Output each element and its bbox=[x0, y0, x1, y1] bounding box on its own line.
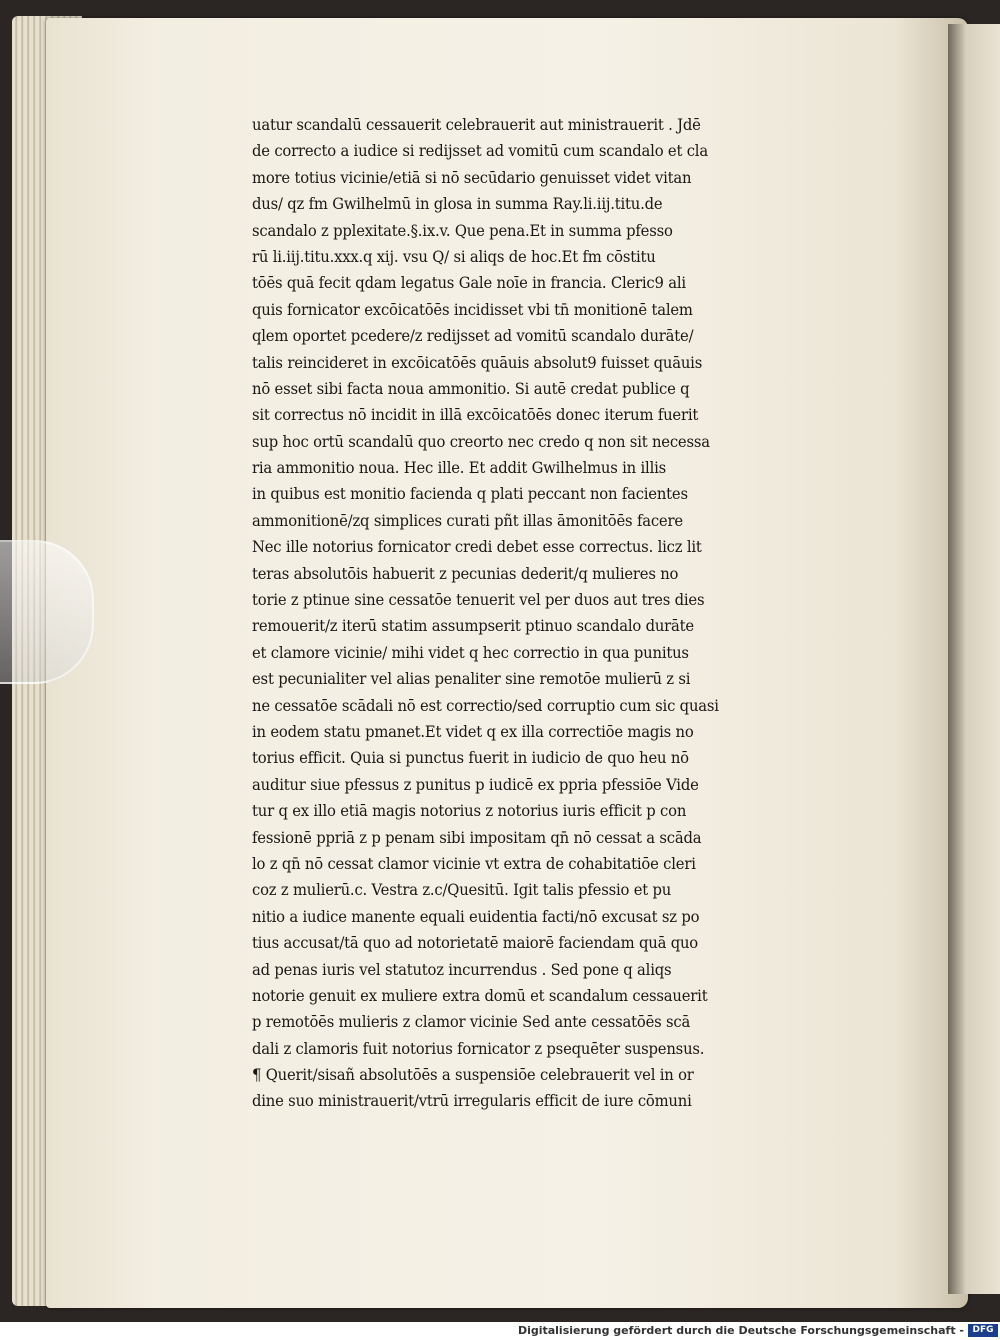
text-line: sit correctus nō incidit in illā excōicatōēs donec iterum fuerit bbox=[252, 406, 699, 425]
text-line: et clamore vicinie/ mihi videt q hec correctio in qua punitus bbox=[252, 643, 689, 662]
text-line: est pecunialiter vel alias penaliter sine remotōe mulierū z si bbox=[252, 670, 691, 689]
text-line: p remotōēs mulieris z clamor vicinie Sed ante cessatōēs scā bbox=[252, 1013, 691, 1032]
facing-page-edge bbox=[948, 24, 1000, 1294]
text-line: in quibus est monitio facienda q plati peccant non facientes bbox=[252, 485, 688, 504]
text-line: ammonitionē/zq simplices curati pñt illas āmonitōēs facere bbox=[252, 511, 683, 530]
text-line: ne cessatōe scādali nō est correctio/sed corruptio cum sic quasi bbox=[252, 696, 719, 715]
text-line: uatur scandalū cessauerit celebrauerit aut ministrauerit . Jdē bbox=[252, 116, 701, 134]
text-line: auditur siue pfessus z punitus p iudicē ex ppria pfessiōe Vide bbox=[252, 775, 699, 794]
text-column bbox=[252, 112, 882, 1111]
text-line: torius efficit. Quia si punctus fuerit in iudicio de quo heu nō bbox=[252, 749, 689, 768]
text-line: fessionē ppriā z p penam sibi impositam qn̄ nō cessat a scāda bbox=[252, 828, 702, 847]
text-line: more totius vicinie/etiā si nō secūdario genuisset videt vitan bbox=[252, 168, 692, 187]
text-line: teras absolutōis habuerit z pecunias dederit/q mulieres no bbox=[252, 564, 679, 583]
text-line: dus/ qz fm Gwilhelmū in glosa in summa Ray.li.iij.titu.de bbox=[252, 195, 663, 214]
text-line: scandalo z pplexitate.§.ix.v. Que pena.Et in summa pfesso bbox=[252, 221, 673, 240]
text-line: coz z mulierū.c. Vestra z.c/Quesitū. Igit talis pfessio et pu bbox=[252, 881, 672, 900]
text-line: ¶ Querit/sisañ absolutōēs a suspensiōe celebrauerit vel in or bbox=[252, 1066, 694, 1085]
dfg-logo: DFG bbox=[968, 1324, 998, 1337]
text-line: dali z clamoris fuit notorius fornicator z psequēter suspensus. bbox=[252, 1039, 705, 1058]
text-line: in eodem statu pmanet.Et videt q ex illa correctiōe magis no bbox=[252, 722, 694, 741]
text-line: ad penas iuris vel statutoz incurrendus . Sed pone q aliqs bbox=[252, 960, 672, 979]
text-line: nitio a iudice manente equali euidentia facti/nō excusat sz po bbox=[252, 907, 700, 926]
text-line: torie z ptinue sine cessatōe tenuerit vel per duos aut tres dies bbox=[252, 591, 705, 610]
text-line: Nec ille notorius fornicator credi debet esse correctus. licz lit bbox=[252, 538, 702, 557]
text-line: tius accusat/tā quo ad notorietatē maiorē faciendam quā quo bbox=[252, 934, 698, 953]
text-line: de correcto a iudice si redijsset ad vomitū cum scandalo et cla bbox=[252, 142, 708, 161]
text-line: qlem oportet pcedere/z redijsset ad vomitū scandalo durāte/ bbox=[252, 327, 694, 346]
text-line: tur q ex illo etiā magis notorius z notorius iuris efficit p con bbox=[252, 802, 687, 821]
text-line: quis fornicator excōicatōēs incidisset vbi tn̄ monitionē talem bbox=[252, 300, 693, 319]
page-holder-clip bbox=[0, 540, 94, 684]
digitization-credit: Digitalisierung gefördert durch die Deutsche Forschungsgemeinschaft - bbox=[517, 1324, 964, 1337]
text-line: dine suo ministrauerit/vtrū irregularis efficit de iure cōmuni bbox=[252, 1092, 692, 1111]
text-line: nō esset sibi facta noua ammonitio. Si autē credat publice q bbox=[252, 379, 690, 398]
text-line: rū li.iij.titu.xxx.q xij. vsu Q/ si aliqs de hoc.Et fm cōstitu bbox=[252, 247, 656, 266]
text-line: ria ammonitio noua. Hec ille. Et addit Gwilhelmus in illis bbox=[252, 459, 667, 478]
footer-bar bbox=[0, 1322, 1000, 1340]
text-line: talis reincideret in excōicatōēs quāuis absolut9 fuisset quāuis bbox=[252, 353, 703, 372]
text-line: sup hoc ortū scandalū quo creorto nec credo q non sit necessa bbox=[252, 432, 710, 451]
text-line: notorie genuit ex muliere extra domū et scandalum cessauerit bbox=[252, 986, 708, 1005]
text-line: remouerit/z iterū statim assumpserit ptinuo scandalo durāte bbox=[252, 617, 694, 636]
text-line: tōēs quā fecit qdam legatus Gale noīe in francia. Cleric9 ali bbox=[252, 274, 686, 293]
text-line: lo z qn̄ nō cessat clamor vicinie vt extra de cohabitatiōe cleri bbox=[252, 854, 696, 873]
